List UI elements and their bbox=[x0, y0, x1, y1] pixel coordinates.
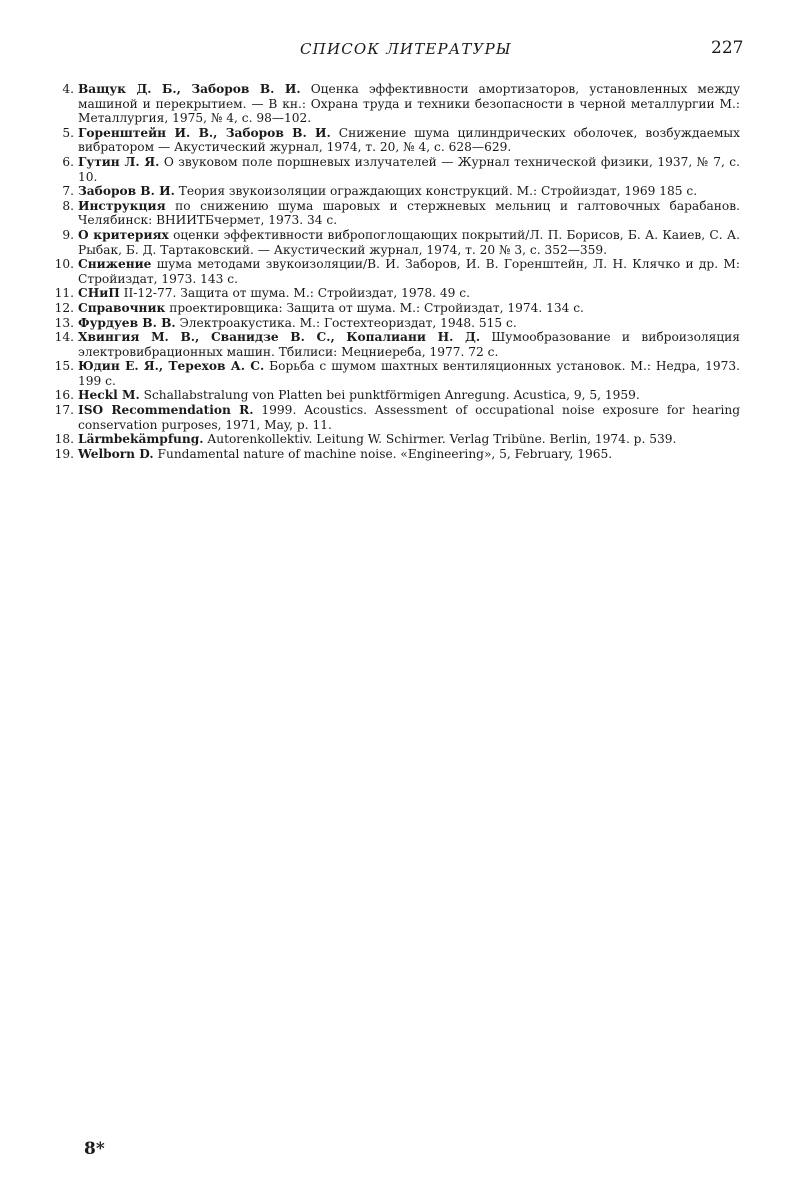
reference-text bbox=[78, 447, 740, 462]
reference-text bbox=[78, 126, 740, 155]
reference-item bbox=[40, 228, 740, 257]
page-header bbox=[0, 40, 797, 62]
reference-description: проектировщика: Защита от шума. М.: Стройиздат, 1974. 134 с. bbox=[165, 300, 584, 315]
reference-item bbox=[40, 301, 740, 316]
page-number: 227 bbox=[711, 38, 744, 58]
reference-text bbox=[78, 155, 740, 184]
reference-author: Heckl M. bbox=[78, 388, 140, 403]
reference-number: 14. bbox=[54, 330, 74, 345]
reference-text bbox=[78, 359, 740, 388]
reference-text bbox=[78, 286, 740, 301]
reference-text bbox=[78, 432, 740, 447]
reference-number: 18. bbox=[54, 432, 74, 447]
reference-item bbox=[40, 126, 740, 155]
reference-description: Борьба с шумом шахтных вентиляционных установок. М.: Недра, 1973. 199 с. bbox=[78, 359, 741, 388]
reference-author: Фурдуев В. В. bbox=[78, 315, 176, 330]
reference-author: Lärmbekämpfung. bbox=[78, 432, 204, 447]
reference-author: О критериях bbox=[78, 227, 169, 242]
reference-item bbox=[40, 403, 740, 432]
reference-description: О звуковом поле поршневых излучателей — Журнал технической физики, 1937, № 7, с. 10. bbox=[78, 154, 740, 184]
reference-text bbox=[78, 388, 740, 403]
reference-text bbox=[78, 184, 740, 199]
reference-item bbox=[40, 257, 740, 286]
reference-description: Schallabstralung von Platten bei punktförmigen Anregung. Acustica, 9, 5, 1959. bbox=[139, 388, 640, 403]
reference-author: Хвингия М. В., Сванидзе В. С., Копалиани Н. Д. bbox=[78, 330, 481, 345]
reference-number: 16. bbox=[54, 388, 74, 403]
reference-item bbox=[40, 432, 740, 447]
reference-author: СНиП bbox=[78, 286, 120, 301]
reference-author: Горенштейн И. В., Заборов В. И. bbox=[78, 125, 331, 140]
reference-item bbox=[40, 286, 740, 301]
reference-text bbox=[78, 228, 740, 257]
reference-number: 13. bbox=[54, 315, 74, 330]
reference-item bbox=[40, 82, 740, 126]
reference-author: Welborn D. bbox=[78, 446, 154, 461]
reference-author: Инструкция bbox=[78, 198, 166, 213]
reference-item bbox=[40, 155, 740, 184]
reference-number: 15. bbox=[54, 359, 74, 374]
reference-author: Гутин Л. Я. bbox=[78, 154, 160, 169]
reference-text bbox=[78, 257, 740, 286]
reference-number: 8. bbox=[62, 198, 74, 213]
reference-item bbox=[40, 184, 740, 199]
reference-text bbox=[78, 330, 740, 359]
reference-author: Юдин Е. Я., Терехов А. С. bbox=[78, 359, 265, 374]
signature-mark: 8* bbox=[84, 1139, 105, 1159]
reference-number: 19. bbox=[54, 446, 74, 461]
reference-text bbox=[78, 301, 740, 316]
reference-description: по снижению шума шаровых и стержневых мельниц и галтовочных барабанов. Челябинск: ВНИИТБчермет, 1973. 34 с. bbox=[78, 198, 740, 228]
reference-description: Теория звукоизоляции ограждающих конструкций. М.: Стройиздат, 1969 185 с. bbox=[174, 184, 698, 199]
reference-author: Ващук Д. Б., Заборов В. И. bbox=[78, 82, 301, 96]
reference-description: шума методами звукоизоляции/В. И. Заборов, И. В. Горенштейн, Л. Н. Клячко и др. М: Стройиздат, 1973. 143 с. bbox=[78, 257, 740, 286]
reference-text bbox=[78, 199, 740, 228]
reference-item bbox=[40, 199, 740, 228]
reference-item bbox=[40, 359, 740, 388]
reference-description: 1999. Acoustics. Assessment of occupational noise exposure for hearing conservation purposes, 1971, May, p. 11. bbox=[78, 403, 741, 432]
reference-description: Оценка эффективности амортизаторов, установленных между машиной и перекрытием. — В кн.: Охрана труда и техники безопасности в черной металлургии М.: Металлургия, 1975, № 4, с. 98—102. bbox=[78, 82, 740, 126]
reference-description: Электроакустика. М.: Гостехтеориздат, 1948. 515 с. bbox=[175, 315, 517, 330]
reference-number: 9. bbox=[62, 227, 74, 242]
reference-number: 5. bbox=[62, 125, 74, 140]
reference-description: Autorenkollektiv. Leitung W. Schirmer. Verlag Tribüne. Berlin, 1974. p. 539. bbox=[203, 432, 677, 447]
reference-description: Шумообразование и виброизоляция электровибрационных машин. Тбилиси: Мецниереба, 1977. 72 с. bbox=[78, 330, 740, 359]
reference-author: Заборов В. И. bbox=[78, 184, 175, 199]
reference-number: 4. bbox=[62, 82, 74, 96]
reference-text bbox=[78, 82, 740, 126]
reference-number: 6. bbox=[62, 154, 74, 169]
reference-number: 12. bbox=[54, 300, 74, 315]
reference-description: оценки эффективности вибропоглощающих покрытий/Л. П. Борисов, Б. А. Каиев, С. А. Рыбак, Б. Д. Тартаковский. — Акустический журнал, 1974, т. 20 № 3, с. 352—359. bbox=[78, 227, 741, 257]
reference-number: 7. bbox=[62, 184, 74, 199]
running-title: СПИСОК ЛИТЕРАТУРЫ bbox=[300, 40, 512, 58]
reference-description: Fundamental nature of machine noise. «Engineering», 5, February, 1965. bbox=[153, 446, 613, 461]
reference-number: 10. bbox=[54, 257, 74, 272]
reference-description: Снижение шума цилиндрических оболочек, возбуждаемых вибратором — Акустический журнал, 1974, т. 20, № 4, с. 628—629. bbox=[78, 125, 740, 155]
reference-list bbox=[40, 82, 740, 461]
reference-item bbox=[40, 388, 740, 403]
reference-item bbox=[40, 447, 740, 462]
reference-text bbox=[78, 316, 740, 331]
reference-number: 11. bbox=[54, 286, 74, 301]
reference-item bbox=[40, 330, 740, 359]
reference-author: Справочник bbox=[78, 300, 166, 315]
reference-text bbox=[78, 403, 740, 432]
reference-number: 17. bbox=[54, 403, 74, 418]
reference-description: II-12-77. Защита от шума. М.: Стройиздат, 1978. 49 с. bbox=[119, 286, 470, 301]
reference-author: ISO Recommendation R. bbox=[78, 403, 254, 418]
reference-author: Снижение bbox=[78, 257, 152, 272]
reference-item bbox=[40, 316, 740, 331]
